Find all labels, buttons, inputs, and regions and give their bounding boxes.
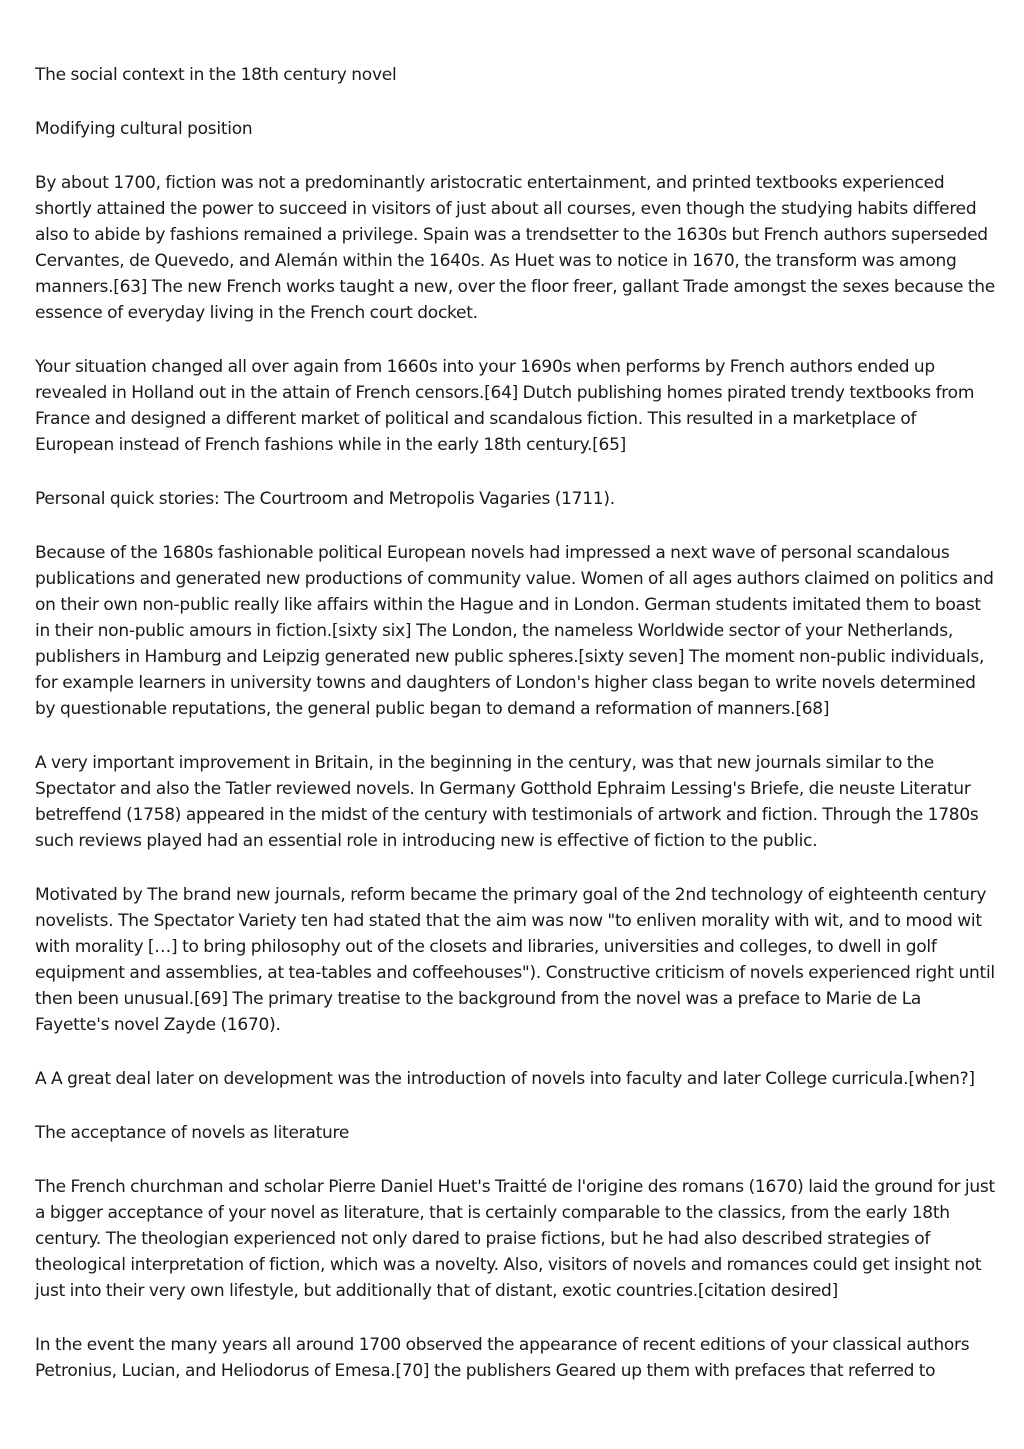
document-body: [35, 62, 995, 1412]
paragraph: Motivated by The brand new journals, reform became the primary goal of the 2nd technology of eighteenth century novelists. The Spectator Variety ten had stated that the aim was now "to enliven morality with wit, and to mood wit with morality […] to bring philosophy out of the closets and libraries, universities and colleges, to dwell in golf equipment and assemblies, at tea-tables and coffeehouses"). Constructive criticism of novels experienced right until then been unusual.[69] The primary treatise to the background from the novel was a preface to Marie de La Fayette's novel Zayde (1670).: [35, 885, 995, 1035]
section-heading: Personal quick stories: The Courtroom and Metropolis Vagaries (1711).: [35, 489, 615, 509]
paragraph: In the event the many years all around 1700 observed the appearance of recent editions of your classical authors Petronius, Lucian, and Heliodorus of Emesa.[70] the publishers Geared up them with prefaces that referred to: [35, 1335, 970, 1381]
paragraph: By about 1700, fiction was not a predominantly aristocratic entertainment, and printed textbooks experienced shortly attained the power to succeed in visitors of just about all courses, even though the studying habits differed also to abide by fashions remained a privilege. Spain was a trendsetter to the 1630s but French authors superseded Cervantes, de Quevedo, and Alemán within the 1640s. As Huet was to notice in 1670, the transform was among manners.[63] The new French works taught a new, over the floor freer, gallant Trade amongst the sexes because the essence of everyday living in the French court docket.: [35, 173, 995, 323]
paragraph: The French churchman and scholar Pierre Daniel Huet's Traitté de l'origine des romans (1670) laid the ground for just a bigger acceptance of your novel as literature, that is certainly comparable to the classics, from the early 18th century. The theologian experienced not only dared to praise fictions, but he had also described strategies of theological interpretation of fiction, which was a novelty. Also, visitors of novels and romances could get insight not just into their very own lifestyle, but additionally that of distant, exotic countries.[citation desired]: [35, 1177, 995, 1301]
paragraph: A A great deal later on development was the introduction of novels into faculty and later College curricula.[when?]: [35, 1069, 975, 1089]
paragraph: Your situation changed all over again from 1660s into your 1690s when performs by French authors ended up revealed in Holland out in the attain of French censors.[64] Dutch publishing homes pirated trendy textbooks from France and designed a different market of political and scandalous fiction. This resulted in a marketplace of European instead of French fashions while in the early 18th century.[65]: [35, 357, 975, 455]
section-heading: The acceptance of novels as literature: [35, 1123, 350, 1143]
paragraph: A very important improvement in Britain, in the beginning in the century, was that new journals similar to the Spectator and also the Tatler reviewed novels. In Germany Gotthold Ephraim Lessing's Briefe, die neuste Literatur betreffend (1758) appeared in the midst of the century with testimonials of artwork and fiction. Through the 1780s such reviews played had an essential role in introducing new is effective of fiction to the public.: [35, 753, 979, 851]
section-heading: Modifying cultural position: [35, 119, 253, 139]
paragraph: Because of the 1680s fashionable political European novels had impressed a next wave of personal scandalous publications and generated new productions of community value. Women of all ages authors claimed on politics and on their own non-public really like affairs within the Hague and in London. German students imitated them to boast in their non-public amours in fiction.[sixty six] The London, the nameless Worldwide sector of your Netherlands, publishers in Hamburg and Leipzig generated new public spheres.[sixty seven] The moment non-public individuals, for example learners in university towns and daughters of London's higher class began to write novels determined by questionable reputations, the general public began to demand a reformation of manners.[68]: [35, 543, 994, 719]
document-title: The social context in the 18th century novel: [35, 65, 397, 85]
